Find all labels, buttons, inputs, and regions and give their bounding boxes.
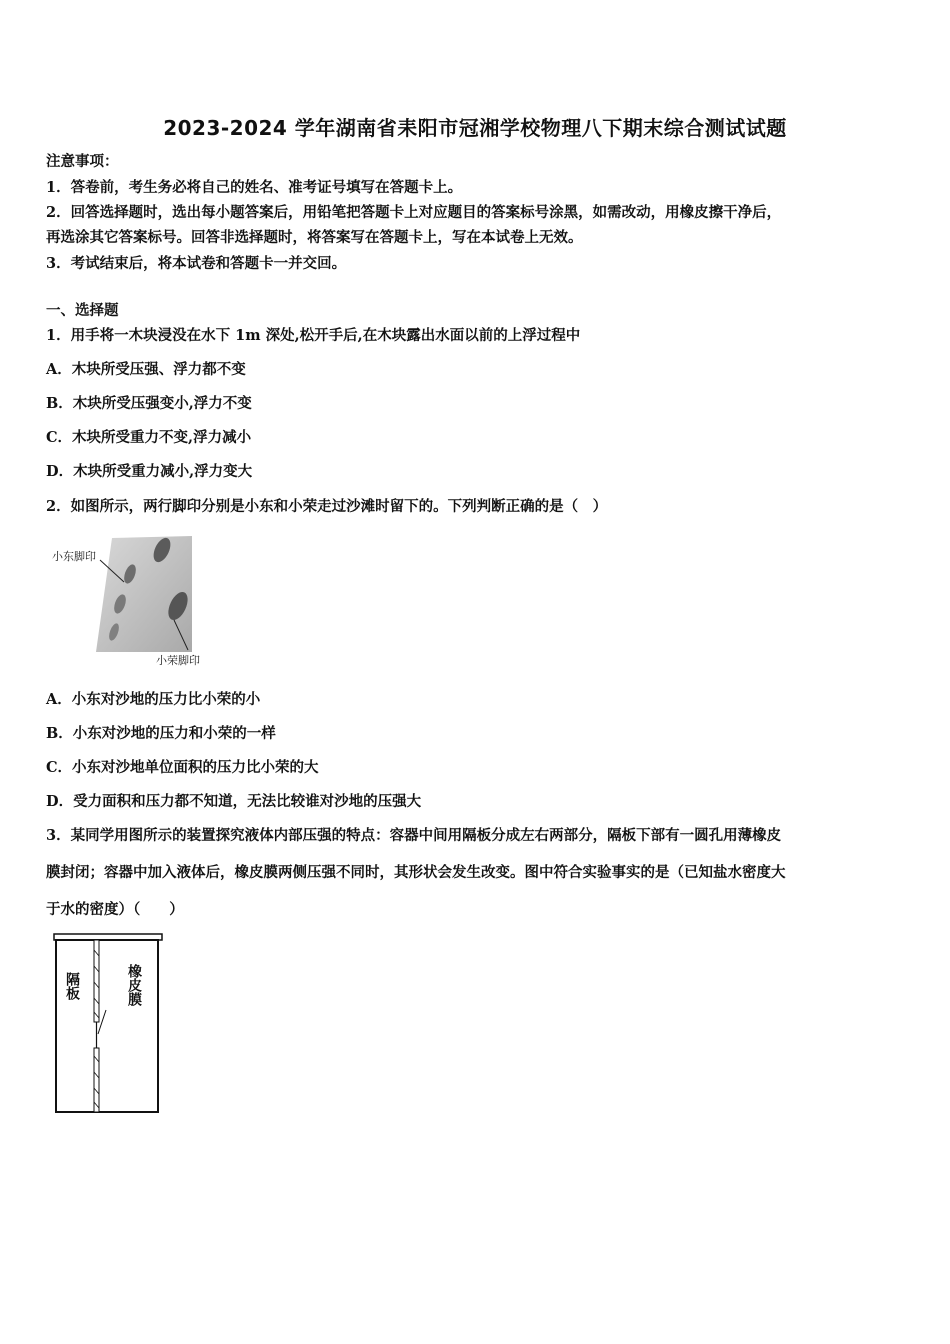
notice-heading: 注意事项：: [46, 153, 119, 170]
q2-option-a: A．小东对沙地的压力比小荣的小: [46, 691, 261, 708]
figure-label-xiaodong: 小东脚印: [52, 550, 96, 563]
q3-stem-line1: 3．某同学用图所示的装置探究液体内部压强的特点：容器中间用隔板分成左右两部分，隔板下部有一圆孔用薄橡皮: [46, 827, 782, 844]
q1-option-b: B．木块所受压强变小,浮力不变: [46, 395, 252, 412]
footprints-figure: [50, 534, 210, 668]
q2-stem: 2．如图所示，两行脚印分别是小东和小荣走过沙滩时留下的。下列判断正确的是（ ）: [46, 498, 608, 515]
section-heading: 一、选择题: [46, 302, 119, 319]
q2-option-c: C．小东对沙地单位面积的压力比小荣的大: [46, 759, 319, 776]
notice-item-2: 2．回答选择题时，选出每小题答案后，用铅笔把答题卡上对应题目的答案标号涂黑，如需改动，用橡皮擦干净后，: [46, 204, 782, 221]
label-partition: 隔板: [64, 972, 80, 1000]
q2-option-d: D．受力面积和压力都不知道，无法比较谁对沙地的压强大: [46, 793, 422, 810]
q1-stem: 1．用手将一木块浸没在水下 1m 深处,松开手后,在木块露出水面以前的上浮过程中: [46, 327, 581, 344]
page-title: 2023-2024 学年湖南省耒阳市冠湘学校物理八下期末综合测试试题: [163, 116, 787, 140]
q1-option-a: A．木块所受压强、浮力都不变: [46, 361, 246, 378]
label-membrane: 橡皮膜: [126, 964, 142, 1006]
q1-option-c: C．木块所受重力不变,浮力减小: [46, 429, 252, 446]
figure-label-xiaorong: 小荣脚印: [156, 654, 200, 667]
container-diagram: [50, 930, 170, 1120]
notice-item-2-cont: 再选涂其它答案标号。回答非选择题时，将答案写在答题卡上，写在本试卷上无效。: [46, 229, 583, 246]
q1-option-d: D．木块所受重力减小,浮力变大: [46, 463, 253, 480]
partition-upper: [94, 940, 99, 1022]
container-body: [56, 940, 158, 1112]
notice-item-3: 3．考试结束后，将本试卷和答题卡一并交回。: [46, 255, 347, 272]
q2-option-b: B．小东对沙地的压力和小荣的一样: [46, 725, 276, 742]
q3-stem-line2: 膜封闭；容器中加入液体后，橡皮膜两侧压强不同时，其形状会发生改变。图中符合实验事实的是（已知盐水密度大: [46, 864, 786, 881]
notice-item-1: 1．答卷前，考生务必将自己的姓名、准考证号填写在答题卡上。: [46, 179, 463, 196]
q3-stem-line3: 于水的密度）（ ）: [46, 901, 184, 918]
